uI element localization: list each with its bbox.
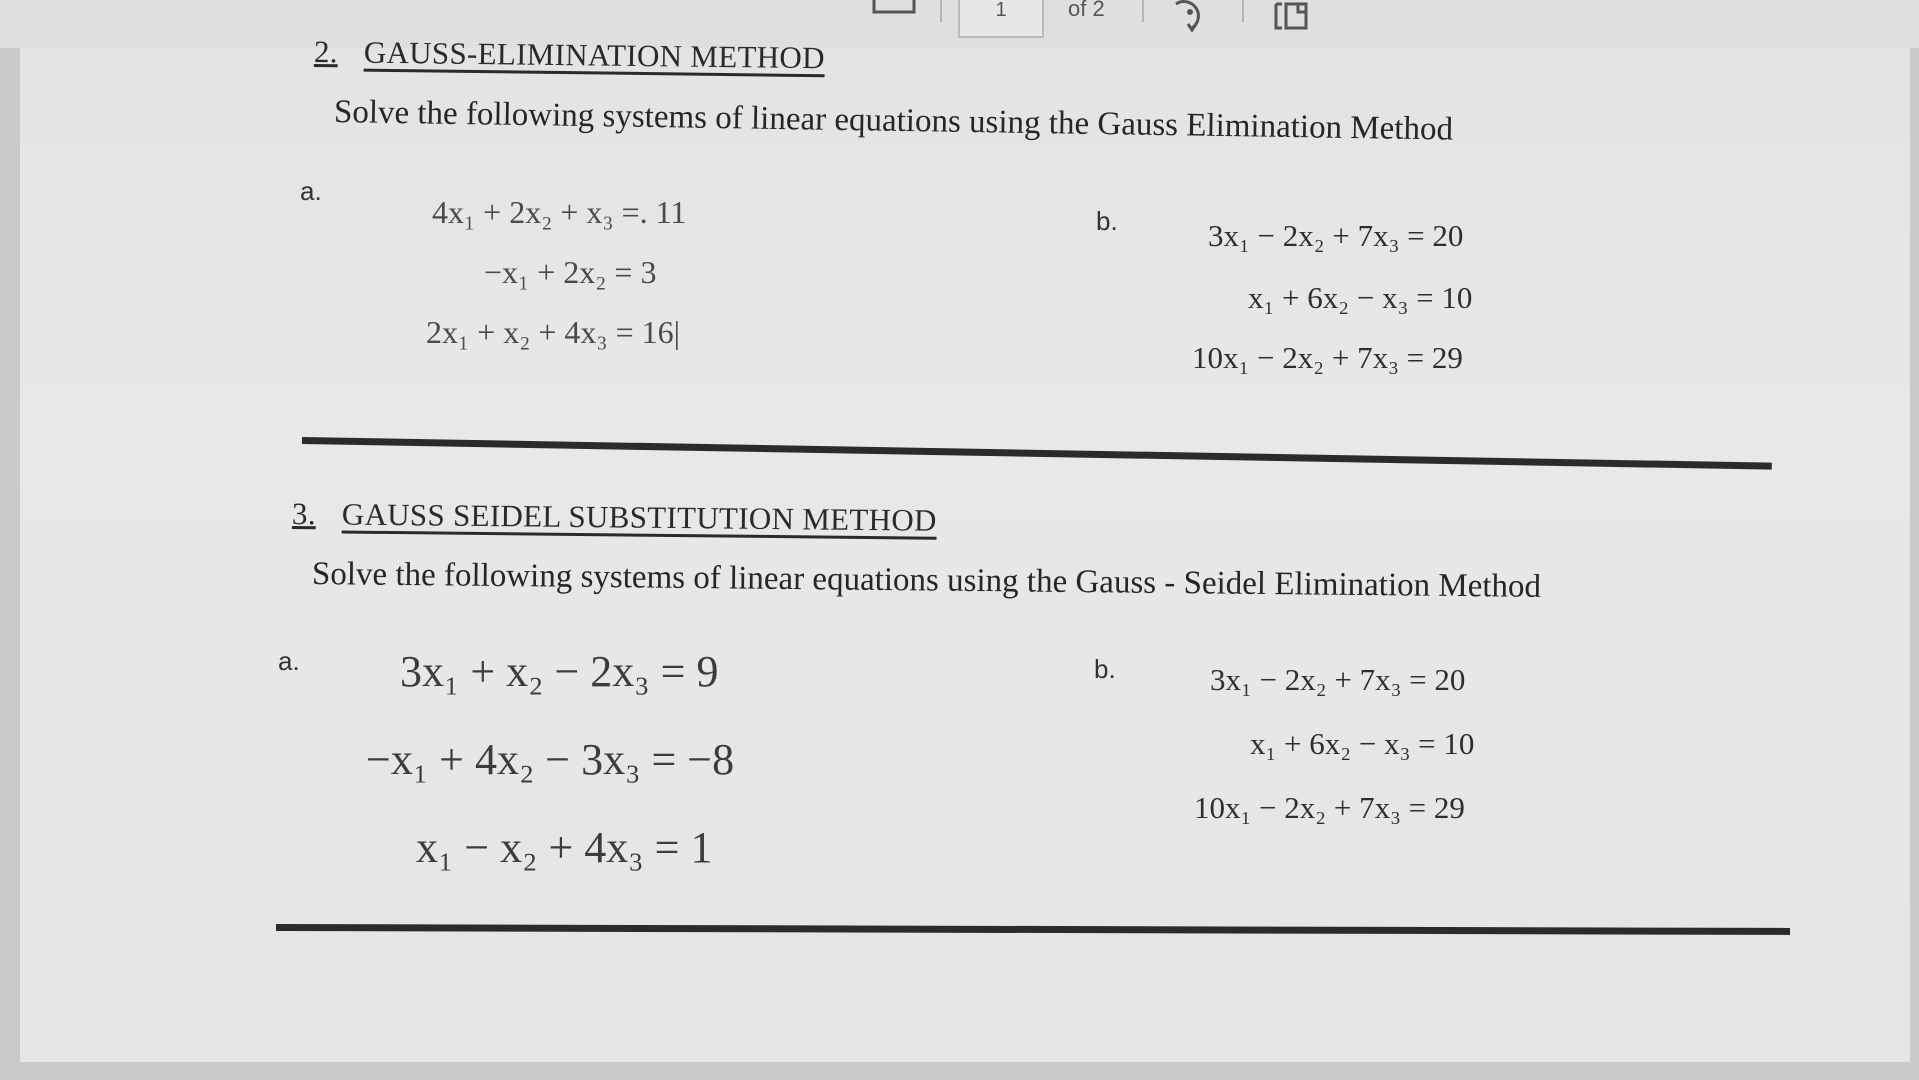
section-3-problem-a-label: a.: [278, 646, 300, 676]
fit-page-icon[interactable]: [872, 0, 918, 23]
equation: −x₁ + 4x₂ − 3x₃ = −8: [366, 735, 735, 784]
equation: 10x₁ − 2x₂ + 7x₃ = 29: [1194, 790, 1465, 825]
page-number-input[interactable]: 1: [958, 0, 1044, 38]
equation: 3x₁ − 2x₂ + 7x₃ = 20: [1210, 662, 1466, 697]
equation: 2x₁ + x₂ + 4x₃ = 16|: [426, 314, 681, 350]
section-3-number: 3.: [291, 496, 317, 532]
section-2-problem-a-label: a.: [300, 176, 322, 206]
equation: −x₁ + 2x₂ = 3: [484, 254, 657, 290]
equation: 4x₁ + 2x₂ + x₃ =. 11: [432, 194, 687, 230]
equation: 3x₁ − 2x₂ + 7x₃ = 20: [1208, 218, 1464, 253]
viewer-toolbar: [0, 0, 1919, 48]
toolbar-divider: [940, 0, 942, 22]
rotate-icon[interactable]: [1170, 0, 1210, 37]
section-2-heading: [314, 34, 825, 76]
section-3-title: GAUSS SEIDEL SUBSTITUTION METHOD: [341, 496, 937, 538]
equation: 3x₁ + x₂ − 2x₃ = 9: [400, 647, 719, 696]
equation: 10x₁ − 2x₂ + 7x₃ = 29: [1192, 340, 1463, 375]
section-2-title: GAUSS-ELIMINATION METHOD: [363, 34, 826, 76]
section-2-number: 2.: [313, 34, 339, 70]
section-2-instruction: Solve the following systems of linear equations using the Gauss Elimination Method: [333, 94, 1454, 148]
section-3-instruction: Solve the following systems of linear equations using the Gauss - Seidel Elimination Method: [311, 556, 1542, 605]
toolbar-divider: [1242, 0, 1244, 22]
page-count-label: of 2: [1068, 0, 1105, 21]
toolbar-divider: [1142, 0, 1144, 22]
equation: x₁ + 6x₂ − x₃ = 10: [1248, 280, 1473, 315]
page-view-icon[interactable]: [1272, 0, 1312, 37]
section-3-problem-b-label: b.: [1094, 654, 1116, 684]
section-2-problem-b-label: b.: [1096, 206, 1118, 236]
equation: x₁ + 6x₂ − x₃ = 10: [1250, 726, 1475, 761]
section-3-heading: [292, 496, 937, 539]
equation: x₁ − x₂ + 4x₃ = 1: [416, 823, 713, 872]
